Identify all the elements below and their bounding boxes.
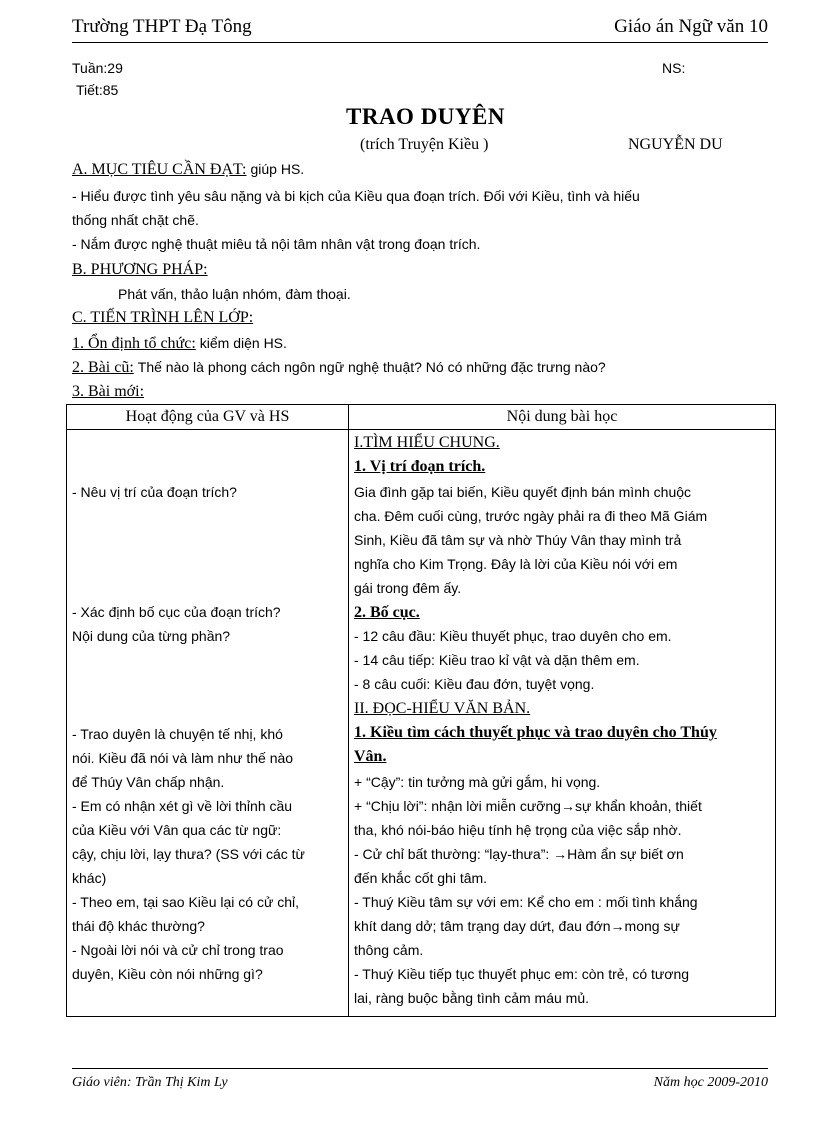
item1-label: 1. Ổn định tổ chức:: [72, 335, 196, 352]
left-line: thái độ khác thường?: [72, 918, 205, 934]
section-a-title: A. MỤC TIÊU CẦN ĐẠT:: [72, 161, 247, 178]
section-a-line-2: thống nhất chặt chẽ.: [72, 212, 199, 228]
right-line: Sinh, Kiều đã tâm sự và nhờ Thúy Vân thay mình trả: [354, 532, 682, 548]
right-line: nghĩa cho Kim Trọng. Đây là lời của Kiều nói với em: [354, 556, 678, 572]
table-header-row: [67, 405, 776, 430]
teacher-activity-cell: [67, 430, 349, 1017]
page-footer: [72, 1068, 768, 1090]
right-line: II. ĐỌC-HIỂU VĂN BẢN.: [354, 700, 531, 717]
item1-text: kiểm diện HS.: [199, 335, 287, 351]
left-line: duyên, Kiều còn nói những gì?: [72, 966, 263, 982]
item2-label: 2. Bài cũ:: [72, 359, 134, 376]
right-line: + “Chịu lời”: nhận lời miễn cưỡng→sự khẩn khoản, thiết: [354, 798, 702, 814]
right-line: khít dang dở; tâm trạng day dứt, đau đớn→mong sự: [354, 918, 680, 934]
section-b-heading: [72, 261, 768, 279]
right-line: I.TÌM HIỂU CHUNG.: [354, 434, 500, 451]
right-line: - 14 câu tiếp: Kiều trao kỉ vật và dặn thêm em.: [354, 652, 640, 668]
right-line: lai, ràng buộc bằng tình cảm máu mủ.: [354, 990, 590, 1006]
section-c-item-1: [72, 335, 768, 353]
right-line: thông cảm.: [354, 942, 424, 958]
school-year: Năm học 2009-2010: [653, 1075, 768, 1090]
col-left-header: Hoạt động của GV và HS: [67, 405, 349, 430]
section-c-item-3: [72, 383, 768, 401]
section-c-item-2: [72, 359, 768, 377]
right-line: 2. Bố cục.: [354, 604, 420, 621]
left-line: - Ngoài lời nói và cử chỉ trong trao: [72, 942, 284, 958]
right-line: - 12 câu đầu: Kiều thuyết phục, trao duyên cho em.: [354, 628, 672, 644]
right-line: - Thuý Kiều tâm sự với em: Kể cho em : mối tình khắng: [354, 894, 698, 910]
school-name: Trường THPT Đạ Tông: [72, 16, 252, 37]
page-header: [72, 16, 768, 43]
subject-name: Giáo án Ngữ văn 10: [614, 16, 768, 37]
section-a-line-1: - Hiểu được tình yêu sâu nặng và bi kịch của Kiều qua đoạn trích. Đối với Kiều, tình và hiếu: [72, 188, 640, 204]
section-a-heading: [72, 161, 768, 179]
table-row: [67, 430, 776, 1017]
left-line: của Kiều với Vân qua các từ ngữ:: [72, 822, 282, 838]
section-b-text: Phát vấn, thảo luận nhóm, đàm thoại.: [118, 286, 351, 302]
left-line: cậy, chịu lời, lạy thưa? (SS với các từ: [72, 846, 305, 862]
item2-text: Thế nào là phong cách ngôn ngữ nghệ thuật? Nó có những đặc trưng nào?: [137, 359, 606, 375]
right-line: Vân.: [354, 748, 387, 765]
left-line: để Thúy Vân chấp nhận.: [72, 774, 225, 790]
right-line: + “Cậy”: tin tưởng mà gửi gắm, hi vọng.: [354, 774, 601, 790]
right-line: cha. Đêm cuối cùng, trước ngày phải ra đi theo Mã Giám: [354, 508, 708, 524]
left-line: khác): [72, 870, 107, 886]
left-line: nói. Kiều đã nói và làm như thế nào: [72, 750, 294, 766]
right-line: Gia đình gặp tai biến, Kiều quyết định bán mình chuộc: [354, 484, 692, 500]
left-line: - Theo em, tại sao Kiều lại có cử chỉ,: [72, 894, 299, 910]
page-title: TRAO DUYÊN: [346, 104, 505, 129]
right-line: - Cử chỉ bất thường: “lạy-thưa”: →Hàm ẩn sự biết ơn: [354, 846, 684, 862]
lesson-content-cell: [349, 430, 776, 1017]
subtitle: (trích Truyện Kiều ): [360, 136, 489, 153]
section-a-tail: giúp HS.: [250, 161, 305, 177]
right-line: tha, khó nói-báo hiệu tính hệ trọng của việc sắp nhờ.: [354, 822, 682, 838]
lesson-label: Tiết:85: [76, 82, 119, 98]
left-line: - Nêu vị trí của đoạn trích?: [72, 484, 237, 500]
left-line: - Trao duyên là chuyện tế nhị, khó: [72, 726, 283, 742]
author: NGUYỄN DU: [628, 136, 723, 153]
right-line: đến khắc cốt ghi tâm.: [354, 870, 488, 886]
right-line: 1. Kiều tìm cách thuyết phục và trao duyên cho Thúy: [354, 724, 717, 741]
section-a-line-3: - Nắm được nghệ thuật miêu tả nội tâm nhân vật trong đoạn trích.: [72, 236, 481, 252]
section-c-title: C. TIẾN TRÌNH LÊN LỚP:: [72, 309, 254, 326]
teacher-name: Giáo viên: Trần Thị Kim Ly: [72, 1075, 228, 1090]
ns-label: NS:: [662, 60, 686, 76]
right-line: - 8 câu cuối: Kiều đau đớn, tuyệt vọng.: [354, 676, 595, 692]
left-line: - Xác định bố cục của đoạn trích?: [72, 604, 281, 620]
right-line: - Thuý Kiều tiếp tục thuyết phục em: còn trẻ, có tương: [354, 966, 690, 982]
week-label: Tuần:29: [72, 60, 123, 76]
col-right-header: Nội dung bài học: [349, 405, 776, 430]
item3-label: 3. Bài mới:: [72, 383, 145, 400]
lesson-table: [66, 404, 776, 1017]
section-b-title: B. PHƯƠNG PHÁP:: [72, 261, 208, 278]
right-line: 1. Vị trí đoạn trích.: [354, 458, 486, 475]
section-c-heading: [72, 309, 768, 327]
left-line: Nội dung của từng phần?: [72, 628, 231, 644]
left-line: - Em có nhận xét gì về lời thỉnh cầu: [72, 798, 293, 814]
right-line: gái trong đêm ấy.: [354, 580, 462, 596]
